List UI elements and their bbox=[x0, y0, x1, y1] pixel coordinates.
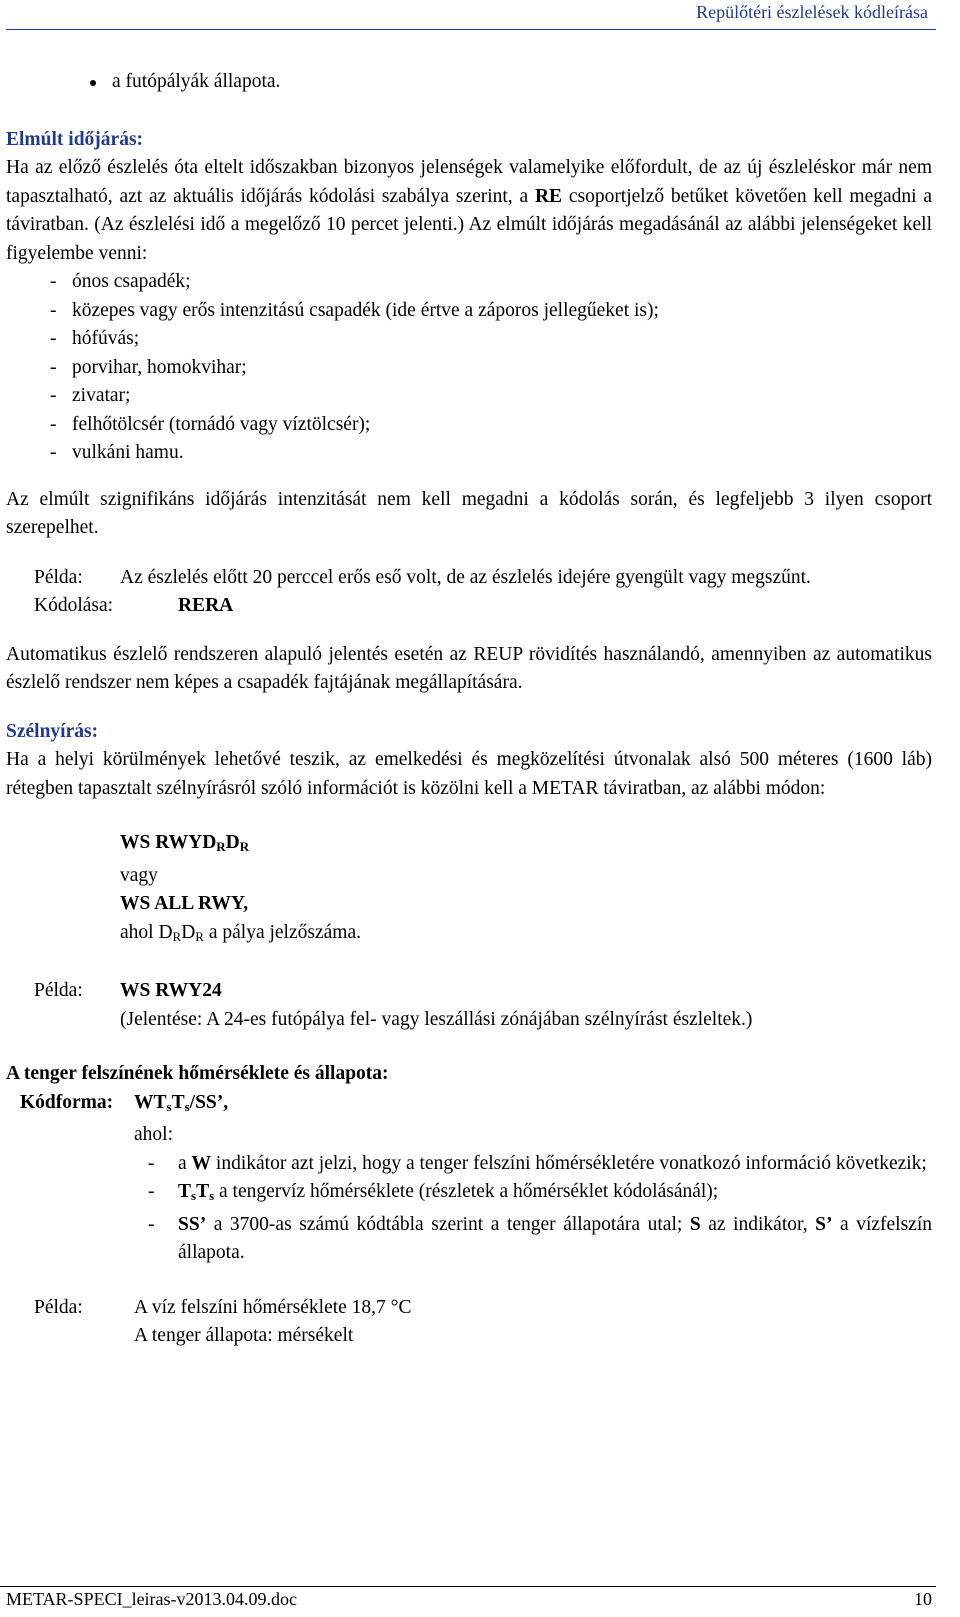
wind-shear-heading: Szélnyírás: bbox=[6, 720, 99, 742]
past-weather-list bbox=[6, 268, 932, 468]
list-item: - zivatar; bbox=[50, 385, 131, 406]
footer-filename: METAR-SPECI_leiras-v2013.04.09.doc bbox=[6, 1589, 298, 1609]
sea-example-line-1: A víz felszíni hőmérséklete 18,7 °C bbox=[134, 1296, 412, 1318]
wind-shear-example bbox=[6, 977, 932, 1034]
sea-codeform: Kódforma: $WT_sT_s/SS$’, bbox=[6, 1089, 932, 1122]
example-label: Példa: bbox=[34, 566, 83, 588]
document-body bbox=[6, 68, 932, 1351]
past-weather-intensity-note: Az elmúlt szignifikáns időjárás intenzitását nem kell megadni a kódolás során, és legfeljebb 3 ilyen csoport szerepelhet. bbox=[6, 488, 932, 538]
codeform-label: Kódforma: bbox=[20, 1091, 114, 1113]
list-item: - felhőtölcsér (tornádó vagy víztölcsér); bbox=[50, 413, 371, 435]
wind-shear-code-1: WS $RWYD_RD_R$ bbox=[120, 832, 250, 854]
past-weather-paragraph: Ha az előző észlelés óta eltelt időszakban bizonyos jelenségek valamelyike előfordult, de az új észleléskor már nem tapasztalható, azt az aktuális időjárás kódolási szabálya szerint, a RE csoportjelző betűket követően kell megadni a táviratban. (Az észlelési idő a megelőző 10 percet jelenti.) Az elmúlt időjárás megadásánál az alábbi jelenségeket kell figyelembe venni: bbox=[6, 157, 933, 264]
list-item: - hófúvás; bbox=[50, 328, 140, 349]
sea-where: ahol: bbox=[134, 1124, 173, 1145]
list-item: - porvihar, homokvihar; bbox=[50, 356, 247, 378]
sea-example-line-2: A tenger állapota: mérsékelt bbox=[134, 1325, 354, 1346]
list-item: - vulkáni hamu. bbox=[50, 442, 184, 463]
wind-shear-code-2: WS ALL RWY, bbox=[120, 893, 249, 914]
page-header-title: Repülőtéri észlelések kódleírása bbox=[696, 2, 928, 22]
list-item: - SS’ a 3700-as számú kódtábla szerint a tenger állapotára utal; S az indikátor, S’ a vízfelszín állapota. bbox=[148, 1213, 933, 1263]
header-rule bbox=[6, 29, 936, 30]
example-label: Példa: bbox=[34, 980, 83, 1001]
re-code: RE bbox=[534, 185, 563, 207]
example-code: WS RWY24 bbox=[120, 980, 222, 1001]
wind-shear-or: vagy bbox=[120, 864, 158, 886]
past-weather-coding bbox=[6, 592, 932, 621]
bullet-item-runway-state: a futópályák állapota. bbox=[6, 68, 932, 97]
example-meaning: (Jelentése: A 24-es futópálya fel- vagy leszállási zónájában szélnyírást észleltek.) bbox=[120, 1008, 753, 1030]
example-label: Példa: bbox=[34, 1296, 83, 1318]
wind-shear-where: ahol $D_RD_R$ a pálya jelzőszáma. bbox=[120, 921, 361, 944]
list-item: - $T_sT_s$ a tengervíz hőmérséklete (részletek a hőmérséklet kódolásánál); bbox=[148, 1181, 719, 1203]
footer-page-number: 10 bbox=[914, 1589, 932, 1609]
list-item: - a W indikátor azt jelzi, hogy a tenger felszíni hőmérsékletére vonatkozó információ következik; bbox=[148, 1152, 927, 1174]
example-text: Az észlelés előtt 20 perccel erős eső volt, de az észlelés idejére gyengült vagy megszűnt. bbox=[120, 566, 811, 588]
footer-rule bbox=[0, 1586, 936, 1587]
reup-paragraph: Automatikus észlelő rendszeren alapuló jelentés esetén az REUP rövidítés használandó, amennyiben az automatikus észlelő rendszer nem képes a csapadék fajtájának megállapítására. bbox=[6, 643, 932, 693]
wind-shear-code-block bbox=[6, 829, 932, 951]
sea-example bbox=[6, 1294, 932, 1351]
wind-shear-paragraph: Ha a helyi körülmények lehetővé teszik, az emelkedési és megközelítési útvonalak alsó 500 méteres (1600 láb) rétegben tapasztalt szélnyírásról szóló információt is közölni kell a METAR táviratban, az alábbi módon: bbox=[6, 749, 932, 799]
coding-label: Kódolása: bbox=[34, 595, 114, 616]
list-item: - ónos csapadék; bbox=[50, 271, 191, 292]
past-weather-example bbox=[6, 564, 932, 593]
sea-list bbox=[6, 1150, 932, 1268]
list-item: - közepes vagy erős intenzitású csapadék (ide értve a záporos jellegűeket is); bbox=[50, 299, 659, 321]
coding-value: RERA bbox=[178, 595, 234, 616]
sea-heading: A tenger felszínének hőmérséklete és állapota: bbox=[6, 1063, 389, 1084]
past-weather-heading: Elmúlt időjárás: bbox=[6, 128, 144, 150]
